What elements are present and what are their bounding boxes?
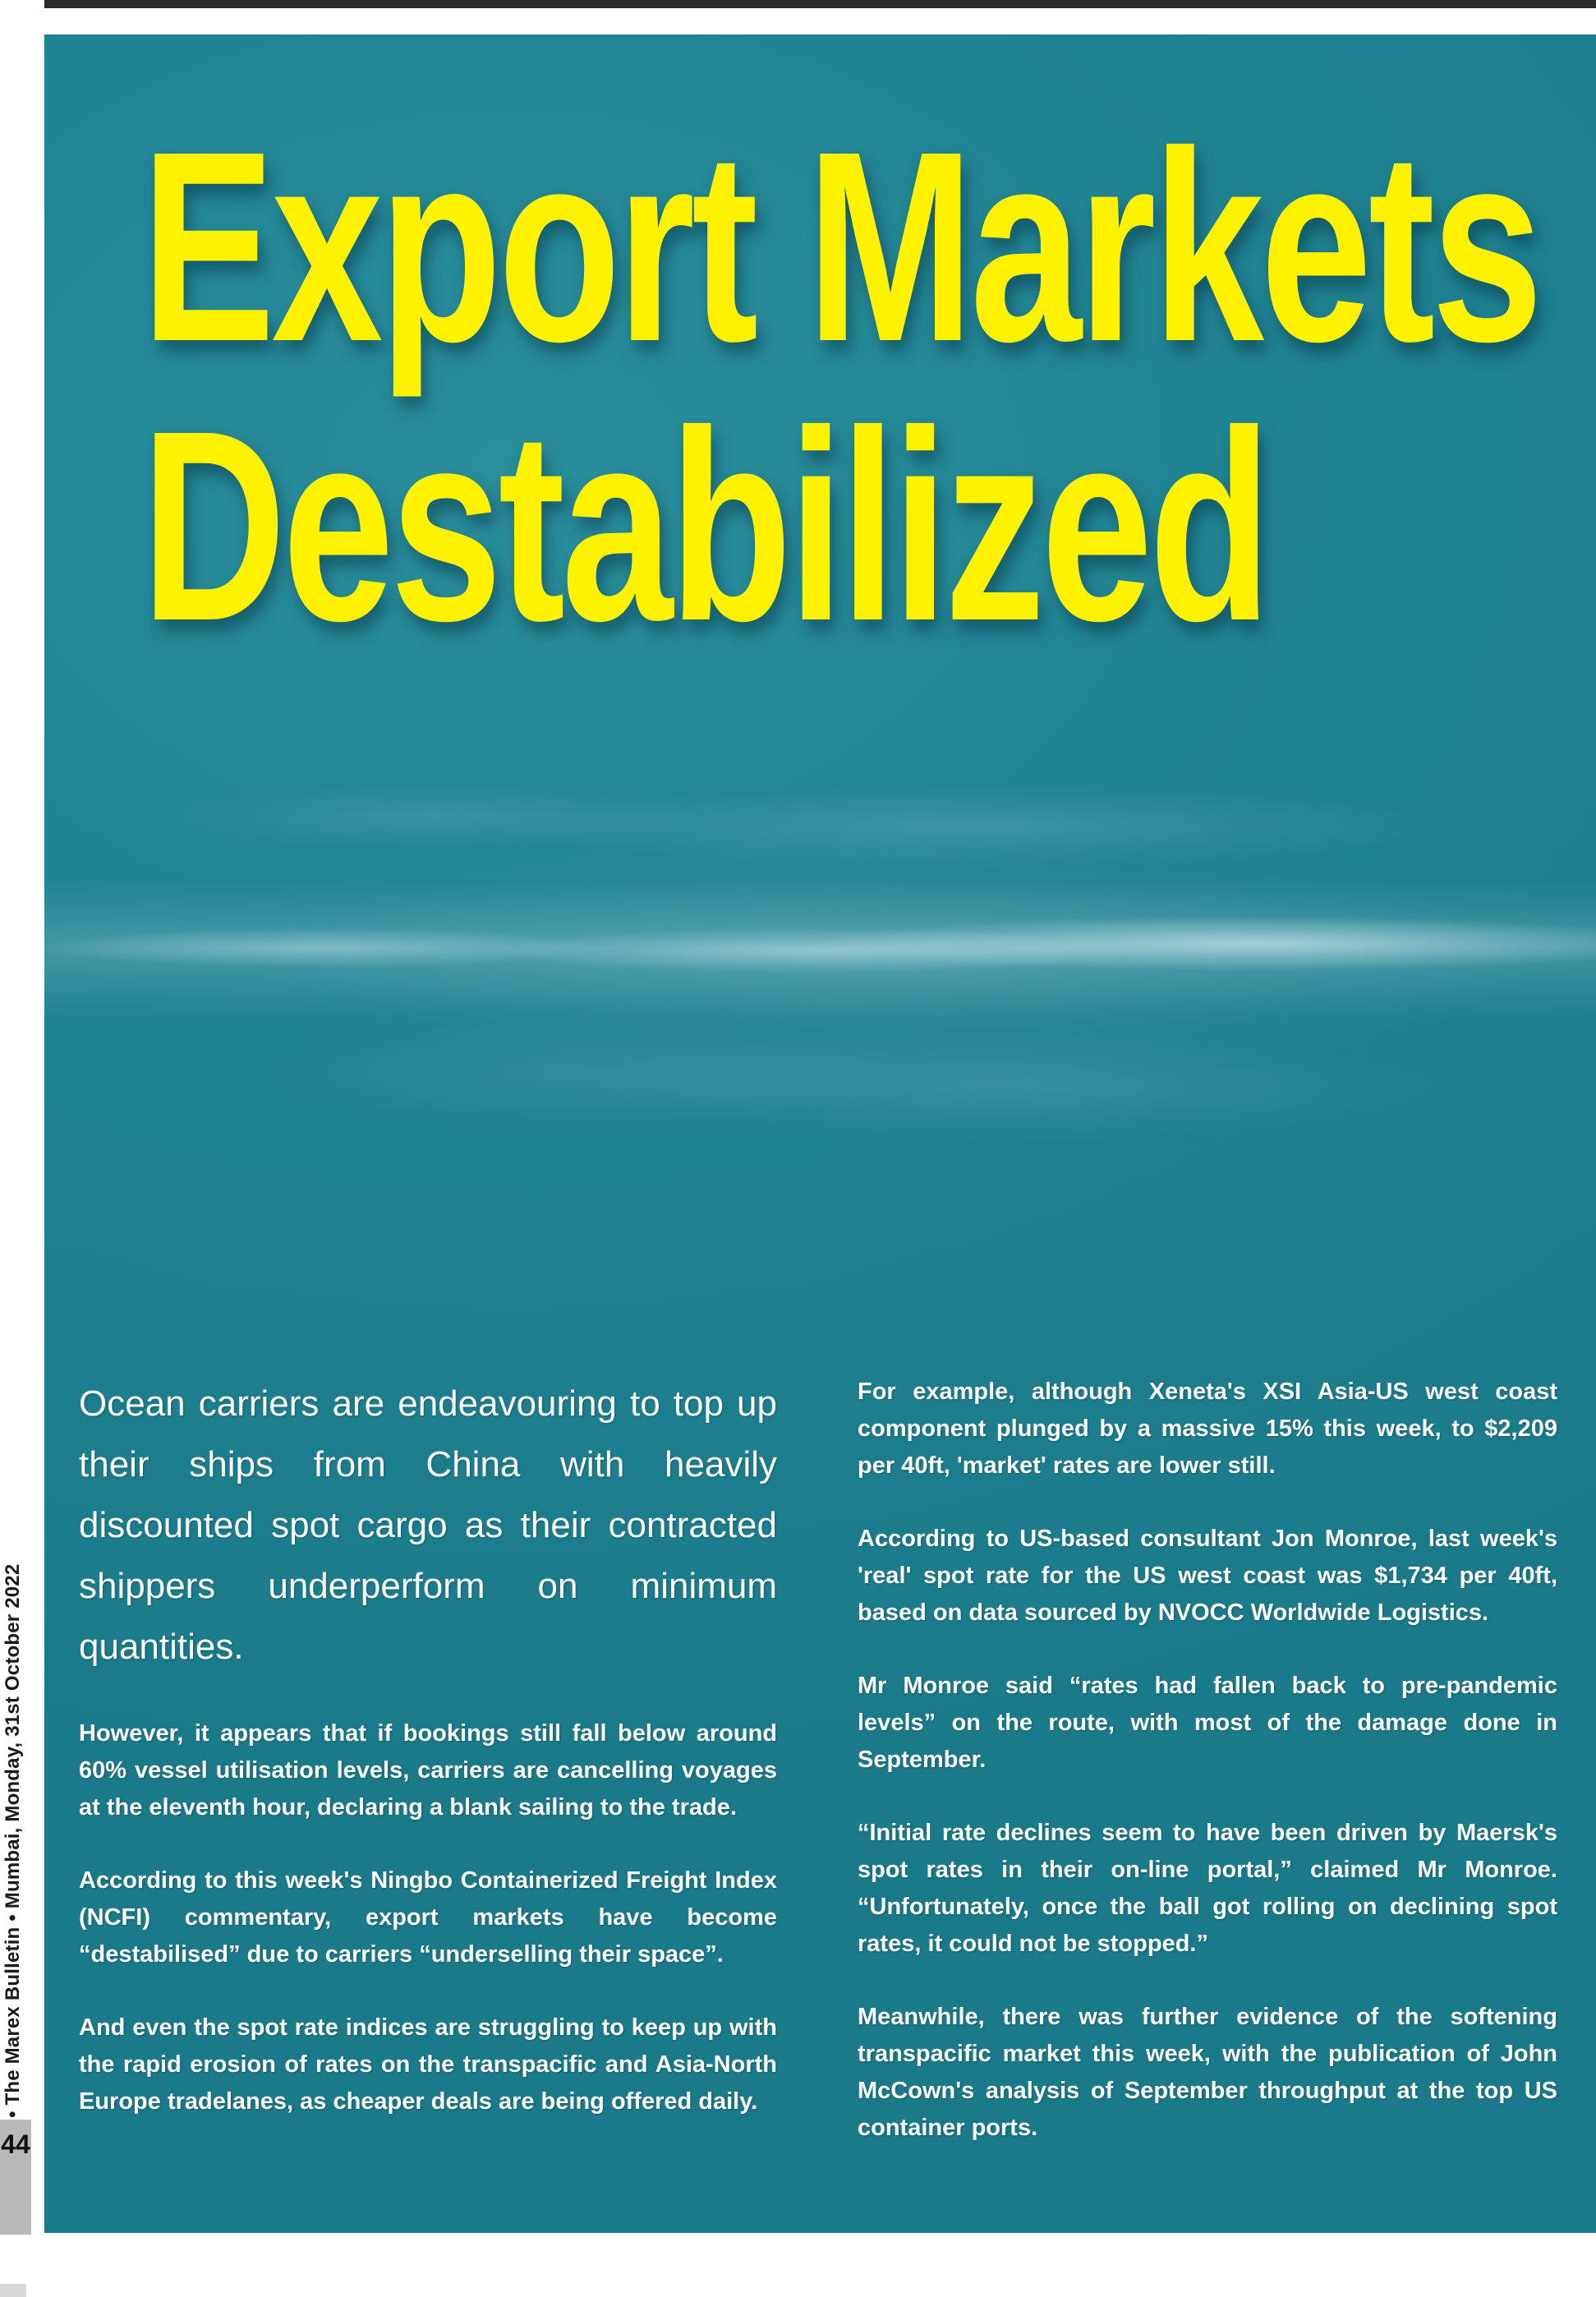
- ship-wake-foam: [44, 881, 1596, 1020]
- body-paragraph: However, it appears that if bookings still fall below around 60% vessel utilisation levels, carriers are cancelling voyages at the eleventh hour, declaring a blank sailing to the trade.: [79, 1720, 777, 1821]
- body-paragraph: For example, although Xeneta's XSI Asia-US west coast component plunged by a massive 15% this week, to $2,209 per 40ft, 'market' rates are lower still.: [858, 1379, 1557, 1479]
- right-column: [858, 1374, 1557, 2183]
- body-paragraph: And even the spot rate indices are struggling to keep up with the rapid erosion of rates on the transpacific and Asia-North Europe tradelanes, as cheaper deals are being offered daily.: [79, 2014, 777, 2115]
- top-rule: [44, 0, 1596, 8]
- body-paragraph: Meanwhile, there was further evidence of the softening transpacific market this week, with the publication of John McCown's analysis of September throughput at the top US container ports.: [858, 2004, 1557, 2141]
- headline-line-1: Export Markets: [141, 94, 1540, 398]
- corner-mark: [0, 2284, 26, 2297]
- sea-texture-upper: [44, 708, 1596, 905]
- lead-paragraph: Ocean carriers are endeavouring to top up their ships from China with heavily discounted spot cargo as their contracted shippers underperform on minimum quantities.: [79, 1383, 777, 1667]
- left-column: [79, 1374, 777, 2157]
- body-paragraph: According to this week's Ningbo Containerized Freight Index (NCFI) commentary, export markets have become “destabilised” due to carriers “underselling their space”.: [79, 1867, 777, 1968]
- sea-texture-lower: [44, 1020, 1596, 1283]
- body-paragraph: “Initial rate declines seem to have been driven by Maersk's spot rates in their on-line portal,” claimed Mr Monroe. “Unfortunately, once the ball got rolling on declining spot rates, it could not be stopped.”: [858, 1820, 1557, 1957]
- headline-line-2: Destabilized: [141, 374, 1268, 677]
- body-paragraph: Mr Monroe said “rates had fallen back to pre-pandemic levels” on the route, with most of the damage done in September.: [858, 1673, 1557, 1773]
- hero-sea-image: [44, 35, 1596, 2233]
- page-number: 44: [0, 2120, 31, 2235]
- body-paragraph: According to US-based consultant Jon Monroe, last week's 'real' spot rate for the US west coast was $1,734 per 40ft, based on data sourced by NVOCC Worldwide Logistics.: [858, 1526, 1557, 1626]
- article-headline: [141, 94, 1540, 677]
- running-footer: • The Marex Bulletin • Mumbai, Monday, 31st October 2022: [2, 1563, 24, 2118]
